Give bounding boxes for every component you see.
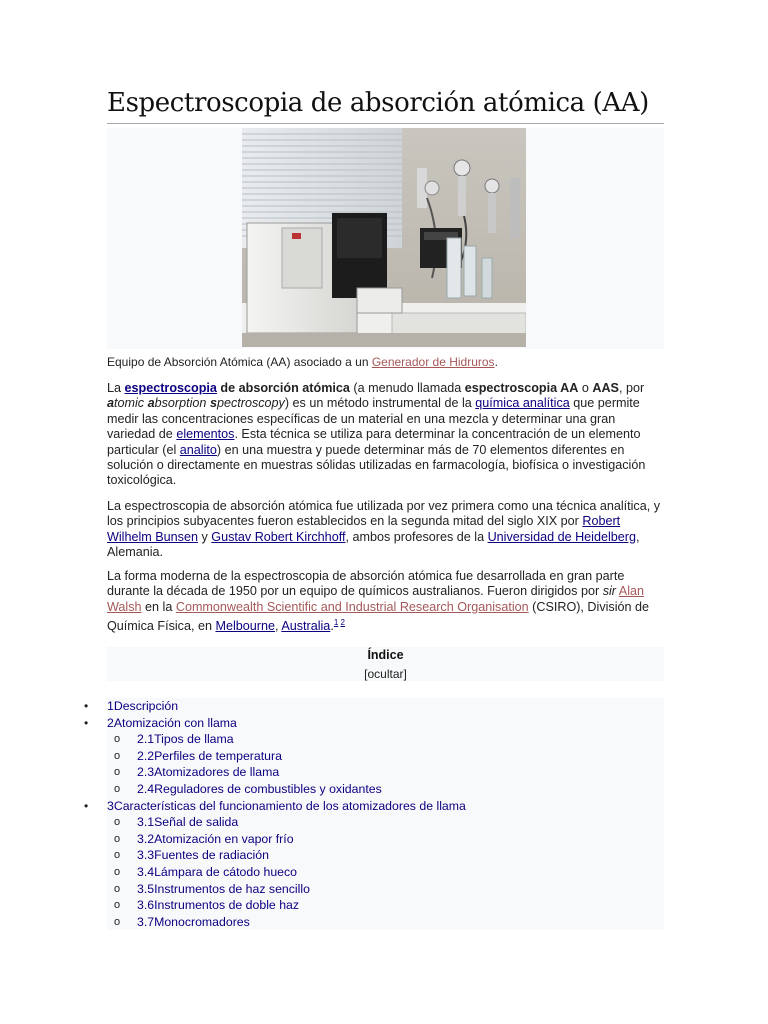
toc-item-link[interactable]: 1Descripción [107, 699, 179, 713]
circle-bullet-icon: o [114, 832, 121, 845]
circle-bullet-icon: o [114, 899, 121, 912]
circle-bullet-icon: o [114, 915, 121, 928]
text: , ambos profesores de la [345, 529, 488, 544]
link-analito[interactable]: analito [179, 442, 217, 457]
bold-text: espectroscopia AA [464, 381, 579, 395]
circle-bullet-icon: o [114, 749, 121, 762]
toc-item-link[interactable]: 2.3Atomizadores de llama [137, 765, 280, 780]
bold-text: AAS [592, 381, 619, 395]
bullet-icon: • [84, 699, 89, 713]
italic-bold: a [147, 396, 155, 411]
toc-item[interactable] [0, 731, 768, 748]
circle-bullet-icon: o [114, 782, 121, 795]
text: que permite medir las concentraciones específicas de un material en una mezcla y determinar una gran variedad de [107, 396, 640, 442]
italic: tomic [114, 396, 148, 411]
toc-item[interactable] [0, 781, 768, 798]
italic-bold: s [209, 396, 217, 411]
lab-photo-illustration [242, 128, 526, 347]
toc-list [0, 698, 768, 930]
paragraph-history [107, 499, 664, 561]
text: ) es un método instrumental de la [284, 396, 476, 411]
toc-item[interactable] [0, 914, 768, 931]
circle-bullet-icon: o [114, 882, 121, 895]
aa-instrument-photo[interactable] [242, 128, 526, 347]
link-espectroscopia[interactable]: espectroscopia [124, 381, 217, 395]
italic: bsorption [154, 396, 210, 411]
text: ) en una muestra y puede determinar más de 70 elementos diferentes en solución o directamente en muestras sólidas utilizadas en farmacología, biofísica o investigación toxicológica. [107, 442, 646, 488]
toc-item[interactable] [0, 798, 768, 815]
toc-item-link[interactable]: 3.4Lámpara de cátodo hueco [137, 864, 297, 879]
ref-2[interactable]: 2 [340, 618, 345, 628]
text: (a menudo llamada [349, 381, 465, 395]
link-melbourne[interactable]: Melbourne [215, 619, 275, 634]
toc-item[interactable] [0, 748, 768, 765]
toc-item-link[interactable]: 3.5Instrumentos de haz sencillo [137, 881, 310, 896]
text: , por [618, 381, 645, 395]
text: , [275, 619, 282, 634]
title-divider [107, 123, 664, 124]
toc-title: Índice [367, 648, 404, 662]
toc-item-link[interactable]: 3.3Fuentes de radiación [137, 848, 269, 863]
italic: pectroscopy [216, 396, 285, 411]
text: . [330, 619, 334, 634]
toc-item[interactable] [0, 814, 768, 831]
bullet-icon: • [84, 798, 89, 813]
link-elementos[interactable]: elementos [176, 427, 235, 442]
link-kirchhoff[interactable]: Gustav Robert Kirchhoff [211, 529, 346, 544]
text: y [198, 529, 212, 544]
paragraph-intro [107, 381, 664, 489]
paragraph-modern [107, 569, 664, 635]
toc-item[interactable] [0, 764, 768, 781]
text: . Esta técnica se utiliza para determinar la concentración de un elemento particular (el [107, 427, 641, 457]
link-australia[interactable]: Australia [281, 619, 331, 634]
text: (CSIRO), División de Química Física, en [107, 599, 650, 634]
text: en la [141, 599, 176, 614]
circle-bullet-icon: o [114, 849, 121, 862]
toc-item[interactable] [0, 864, 768, 881]
toc-item-link[interactable]: 2Atomización con llama [107, 715, 237, 730]
toc-item-link[interactable]: 2.4Reguladores de combustibles y oxidantes [137, 781, 382, 796]
toc-item-link[interactable]: 3.7Monocromadores [137, 914, 250, 929]
toc-item-link[interactable]: 3.6Instrumentos de doble haz [137, 898, 300, 913]
toc-row-background [107, 698, 664, 715]
circle-bullet-icon: o [114, 733, 121, 746]
link-quimica-analitica[interactable]: química analítica [475, 396, 570, 411]
italic-bold: a [107, 396, 115, 411]
link-heidelberg[interactable]: Universidad de Heidelberg [487, 529, 636, 544]
link-csiro[interactable]: Commonwealth Scientific and Industrial Research Organisation [175, 599, 529, 614]
circle-bullet-icon: o [114, 766, 121, 779]
toc-item[interactable] [0, 847, 768, 864]
toc-header [107, 647, 664, 681]
caption-text: Equipo de Absorción Atómica (AA) asociado a un [107, 355, 372, 369]
bullet-icon: • [84, 715, 89, 730]
toc-item-link[interactable]: 2.1Tipos de llama [137, 732, 234, 747]
figure-caption [107, 354, 664, 370]
caption-end: . [494, 355, 498, 369]
text: La espectroscopia de absorción atómica fue utilizada por vez primera como una técnica analítica, y los principios subyacentes fueron establecidos en la segunda mitad del siglo XIX por [107, 499, 661, 529]
toc-item[interactable] [0, 897, 768, 914]
bold-text: de absorción atómica [216, 381, 350, 395]
toc-item[interactable] [0, 698, 768, 715]
toc-item[interactable] [0, 881, 768, 898]
toc-item-link[interactable]: 3Características del funcionamiento de los atomizadores de llama [107, 798, 466, 813]
text: o [578, 381, 593, 395]
page-title: Espectroscopia de absorción atómica (AA) [107, 88, 649, 118]
circle-bullet-icon: o [114, 816, 121, 829]
toc-item-link[interactable]: 3.2Atomización en vapor frío [137, 831, 294, 846]
toc-item[interactable] [0, 715, 768, 732]
text: , Alemania. [107, 529, 640, 560]
text: La forma moderna de la espectroscopia de absorción atómica fue desarrollada en gran parte durante la década de 1950 por un equipo de químicos australianos. Fueron dirigidos por [107, 569, 625, 599]
toc-toggle[interactable]: [ocultar] [364, 667, 407, 681]
ref-1[interactable]: 1 [333, 618, 339, 628]
toc-item[interactable] [0, 831, 768, 848]
link-bunsen[interactable]: Robert Wilhelm Bunsen [107, 514, 621, 544]
caption-link-generador[interactable]: Generador de Hidruros [371, 355, 495, 369]
italic: sir [602, 584, 616, 599]
toc-item-link[interactable]: 3.1Señal de salida [137, 815, 239, 830]
circle-bullet-icon: o [114, 865, 121, 878]
toc-item-link[interactable]: 2.2Perfiles de temperatura [137, 748, 282, 763]
text: La [107, 381, 125, 395]
link-alan-walsh[interactable]: Alan Walsh [107, 584, 645, 614]
